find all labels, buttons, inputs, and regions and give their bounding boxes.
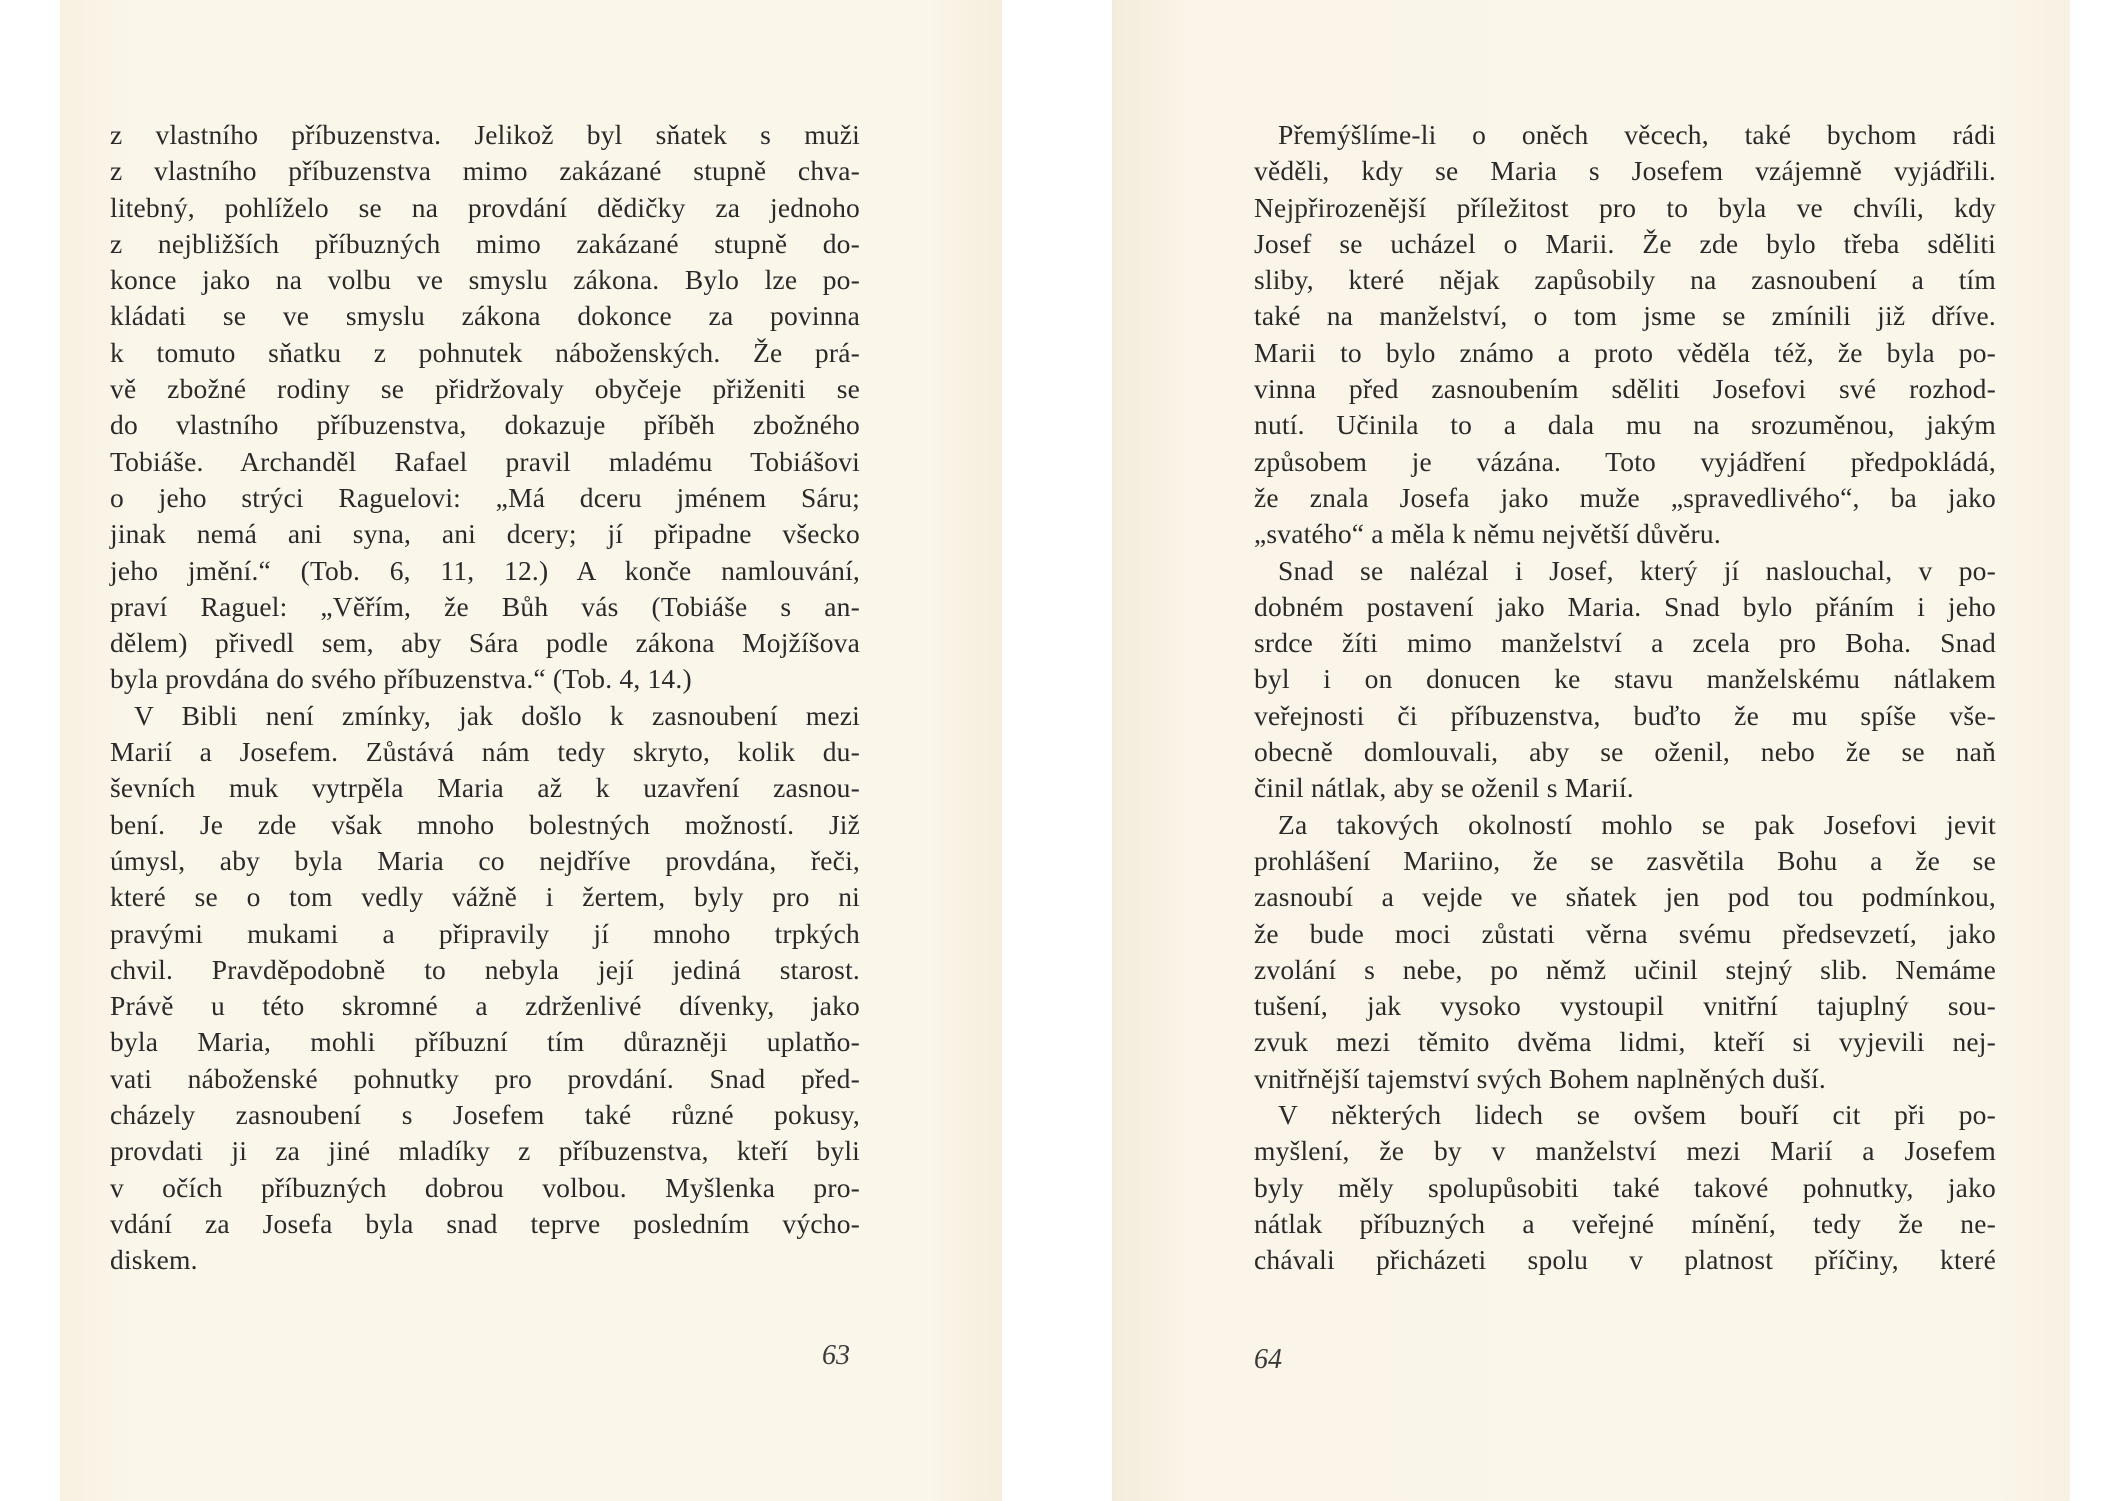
text-line: nátlak příbuzných a veřejné mínění, tedy že ne-: [1254, 1207, 1996, 1239]
text-line: do vlastního příbuzenstva, dokazuje příběh zbožného: [110, 409, 860, 441]
left-page-number: 63: [822, 1340, 850, 1371]
text-line: cházely zasnoubení s Josefem také různé pokusy,: [110, 1099, 860, 1131]
text-line: Tobiáše. Archanděl Rafael pravil mladému Tobiášovi: [110, 445, 860, 477]
text-line: diskem.: [110, 1244, 198, 1276]
text-line: srdce žíti mimo manželství a zcela pro Boha. Snad: [1254, 627, 1996, 659]
text-line: V některých lidech se ovšem bouří cit při po-: [1278, 1099, 1996, 1131]
text-line: úmysl, aby byla Maria co nejdříve provdána, řeči,: [110, 844, 860, 876]
text-line: vě zbožné rodiny se přidržovaly obyčeje přiženiti se: [110, 373, 860, 405]
text-line: vinna před zasnoubením sděliti Josefovi své rozhod-: [1254, 373, 1996, 405]
text-line: vdání za Josefa byla snad teprve posledním výcho-: [110, 1207, 860, 1239]
text-line: Nejpřirozenější příležitost pro to byla ve chvíli, kdy: [1254, 191, 1996, 223]
text-line: myšlení, že by v manželství mezi Marií a Josefem: [1254, 1135, 1996, 1167]
left-page-text: [110, 117, 860, 1279]
text-line: prohlášení Mariino, že se zasvětila Bohu a že se: [1254, 844, 1996, 876]
text-line: sliby, které nějak zapůsobily na zasnoubení a tím: [1254, 264, 1996, 296]
text-line: byly měly spolupůsobiti také takové pohnutky, jako: [1254, 1171, 1996, 1203]
right-page-number: 64: [1254, 1344, 1282, 1375]
text-line: V Bibli není zmínky, jak došlo k zasnoubení mezi: [134, 699, 860, 731]
text-line: z nejbližších příbuzných mimo zakázané stupně do-: [110, 227, 860, 259]
text-line: byl i on donucen ke stavu manželskému nátlakem: [1254, 663, 1996, 695]
text-line: obecně domlouvali, aby se oženil, nebo že se naň: [1254, 736, 1996, 768]
text-line: litebný, pohlíželo se na provdání dědičky za jednoho: [110, 191, 860, 223]
text-line: byla provdána do svého příbuzenstva.“ (Tob. 4, 14.): [110, 663, 692, 695]
text-line: pravými mukami a připravily jí mnoho trpkých: [110, 917, 860, 949]
text-line: vati náboženské pohnutky pro provdání. Snad před-: [110, 1062, 860, 1094]
text-line: k tomuto sňatku z pohnutek náboženských. Že prá-: [110, 336, 860, 368]
left-page: [60, 0, 1002, 1501]
text-line: nutí. Učinila to a dala mu na srozuměnou, jakým: [1254, 409, 1996, 441]
text-line: Přemýšlíme-li o oněch věcech, také bychom rádi: [1278, 119, 1996, 150]
text-line: Josef se ucházel o Marii. Že zde bylo třeba sděliti: [1254, 227, 1996, 259]
text-line: byla Maria, mohli příbuzní tím důrazněji uplatňo-: [110, 1026, 860, 1058]
text-line: že bude moci zůstati věrna svému předsevzetí, jako: [1254, 917, 1996, 949]
text-line: provdati ji za jiné mladíky z příbuzenstva, kteří byli: [110, 1135, 860, 1167]
text-line: tušení, jak vysoko vystoupil vnitřní tajuplný sou-: [1254, 990, 1996, 1022]
text-line: zvuk mezi těmito dvěma lidmi, kteří si vyjevili nej-: [1254, 1026, 1996, 1058]
text-line: také na manželství, o tom jsme se zmínili již dříve.: [1254, 300, 1996, 332]
text-line: z vlastního příbuzenstva. Jelikož byl sňatek s muži: [110, 119, 860, 150]
text-line: v očích příbuzných dobrou volbou. Myšlenka pro-: [110, 1171, 860, 1203]
text-line: kládati se ve smyslu zákona dokonce za povinna: [110, 300, 860, 332]
text-line: které se o tom vedly vážně i žertem, byly pro ni: [110, 881, 860, 913]
text-line: zasnoubí a vejde ve sňatek jen pod tou podmínkou,: [1254, 881, 1996, 913]
text-line: jinak nemá ani syna, ani dcery; jí připadne všecko: [110, 518, 860, 550]
right-page: [1112, 0, 2070, 1501]
text-line: že znala Josefa jako muže „spravedlivého“, ba jako: [1254, 481, 1996, 513]
text-line: věděli, kdy se Maria s Josefem vzájemně vyjádřili.: [1254, 155, 1996, 187]
text-line: Za takových okolností mohlo se pak Josefovi jevit: [1278, 808, 1996, 840]
text-line: chvil. Pravděpodobně to nebyla její jediná starost.: [110, 953, 860, 985]
text-line: Právě u této skromné a zdrženlivé dívenky, jako: [110, 990, 860, 1022]
text-line: ševních muk vytrpěla Maria až k uzavření zasnou-: [110, 772, 860, 804]
text-line: bení. Je zde však mnoho bolestných možností. Již: [110, 808, 860, 840]
text-line: vnitřnější tajemství svých Bohem naplněných duší.: [1254, 1062, 1826, 1094]
text-line: Snad se nalézal i Josef, který jí naslouchal, v po-: [1278, 554, 1996, 586]
text-line: z vlastního příbuzenstva mimo zakázané stupně chva-: [110, 155, 860, 187]
text-line: Marií a Josefem. Zůstává nám tedy skryto, kolik du-: [110, 736, 860, 768]
text-line: způsobem je vázána. Toto vyjádření předpokládá,: [1254, 445, 1996, 477]
text-line: jeho jmění.“ (Tob. 6, 11, 12.) A konče namlouvání,: [110, 554, 860, 586]
text-line: konce jako na volbu ve smyslu zákona. Bylo lze po-: [110, 264, 860, 296]
text-line: dělem) přivedl sem, aby Sára podle zákona Mojžíšova: [110, 627, 860, 659]
text-line: chávali přicházeti spolu v platnost příčiny, které: [1254, 1244, 1996, 1276]
text-line: veřejnosti či příbuzenstva, buďto že mu spíše vše-: [1254, 699, 1996, 731]
text-line: o jeho strýci Raguelovi: „Má dceru jménem Sáru;: [110, 481, 860, 513]
text-line: zvolání s nebe, po němž učinil stejný slib. Nemáme: [1254, 953, 1996, 985]
text-line: „svatého“ a měla k němu největší důvěru.: [1254, 518, 1721, 550]
text-line: dobném postavení jako Maria. Snad bylo přáním i jeho: [1254, 590, 1996, 622]
text-line: Marii to bylo známo a proto věděla též, že byla po-: [1254, 336, 1996, 368]
text-line: praví Raguel: „Věřím, že Bůh vás (Tobiáše s an-: [110, 590, 860, 622]
right-page-text: [1254, 117, 1996, 1279]
text-line: činil nátlak, aby se oženil s Marií.: [1254, 772, 1634, 804]
